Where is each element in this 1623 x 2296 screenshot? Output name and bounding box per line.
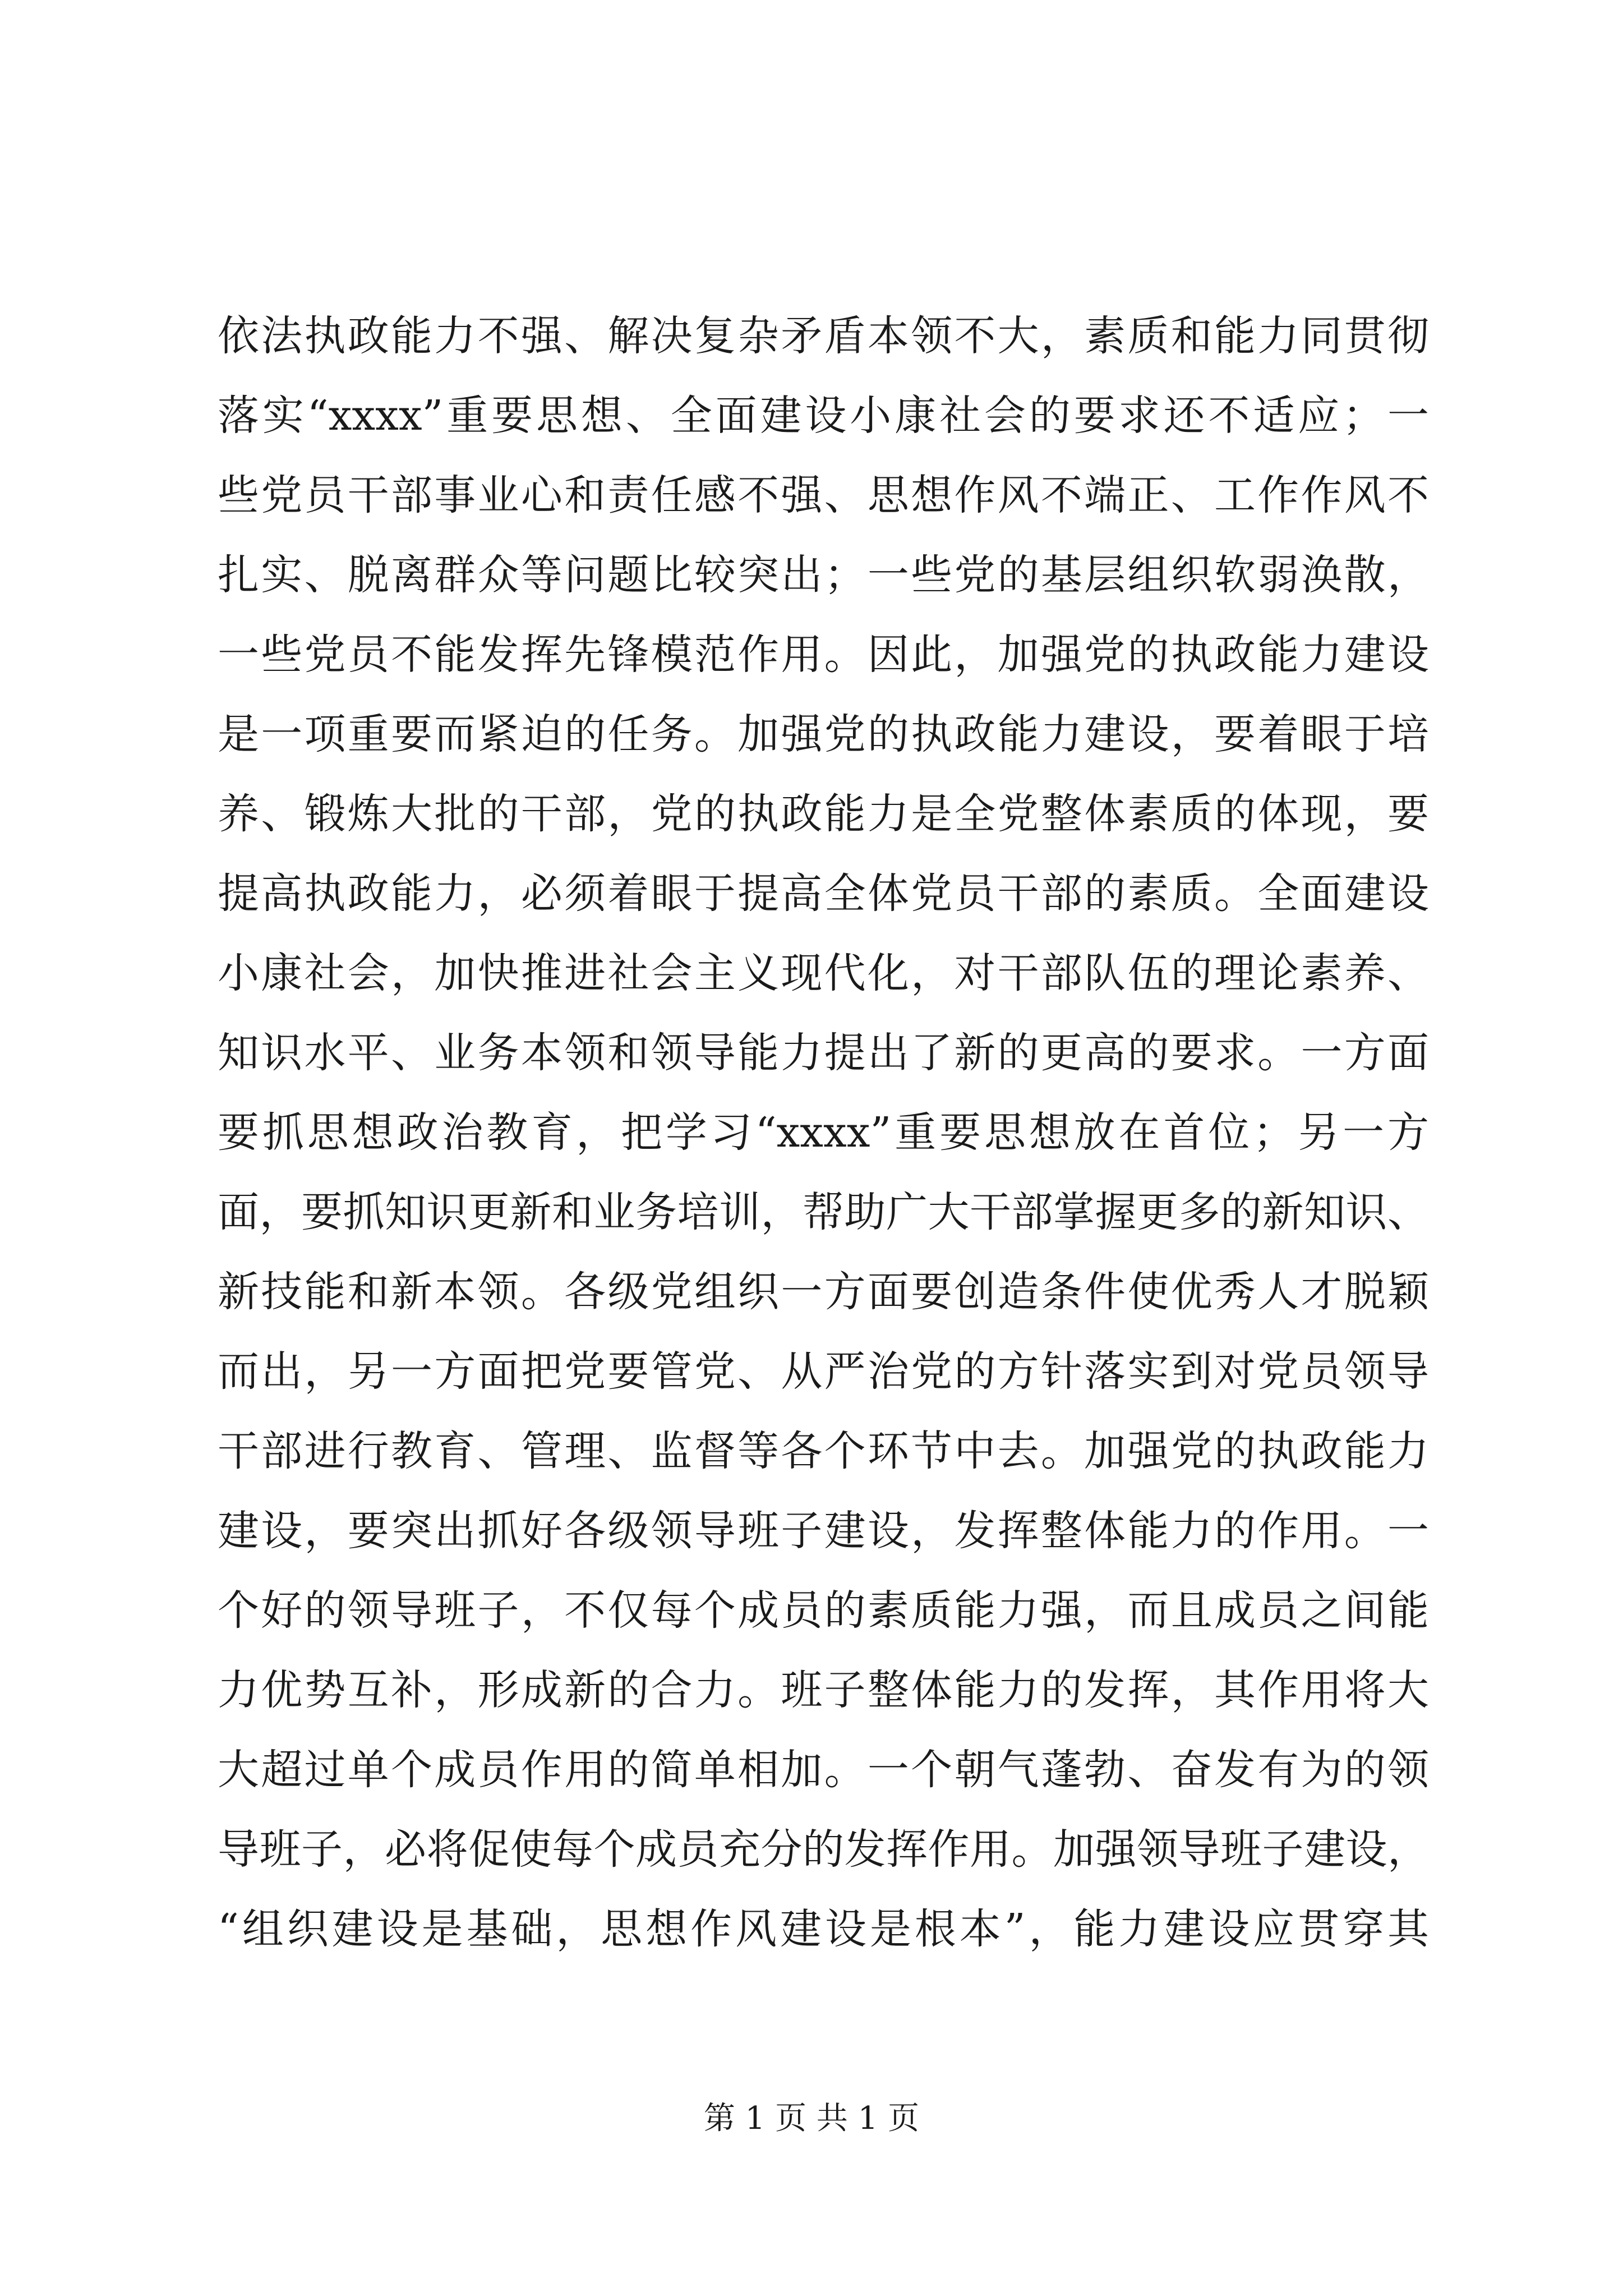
text-line: 知识水平、业务本领和领导能力提出了新的更高的要求。一方面 bbox=[218, 1029, 1429, 1077]
text-line: 大超过单个成员作用的简单相加。一个朝气蓬勃、奋发有为的领 bbox=[218, 1746, 1429, 1794]
text-line: 建设，要突出抓好各级领导班子建设，发挥整体能力的作用。一 bbox=[218, 1507, 1429, 1555]
text-line: 新技能和新本领。各级党组织一方面要创造条件使优秀人才脱颖 bbox=[218, 1268, 1429, 1316]
text-line: 面，要抓知识更新和业务培训，帮助广大干部掌握更多的新知识、 bbox=[218, 1188, 1429, 1236]
body-paragraph bbox=[218, 296, 1429, 1969]
text-line: 落实“xxxx”重要思想、全面建设小康社会的要求还不适应；一 bbox=[218, 392, 1429, 440]
text-line: 养、锻炼大批的干部，党的执政能力是全党整体素质的体现，要 bbox=[218, 790, 1429, 838]
text-line: 小康社会，加快推进社会主义现代化，对干部队伍的理论素养、 bbox=[218, 949, 1429, 997]
text-line: 一些党员不能发挥先锋模范作用。因此，加强党的执政能力建设 bbox=[218, 631, 1429, 679]
text-line: 个好的领导班子，不仅每个成员的素质能力强，而且成员之间能 bbox=[218, 1586, 1429, 1635]
text-line: “组织建设是基础，思想作风建设是根本”，能力建设应贯穿其 bbox=[218, 1905, 1429, 1953]
text-line: 导班子，必将促使每个成员充分的发挥作用。加强领导班子建设， bbox=[218, 1825, 1429, 1874]
page-number-footer: 第 1 页 共 1 页 bbox=[703, 2100, 920, 2137]
text-line: 依法执政能力不强、解决复杂矛盾本领不大，素质和能力同贯彻 bbox=[218, 312, 1429, 360]
text-line: 要抓思想政治教育，把学习“xxxx”重要思想放在首位；另一方 bbox=[218, 1108, 1429, 1157]
text-line: 扎实、脱离群众等问题比较突出；一些党的基层组织软弱涣散， bbox=[218, 551, 1429, 599]
text-line: 是一项重要而紧迫的任务。加强党的执政能力建设，要着眼于培 bbox=[218, 710, 1429, 758]
text-line: 些党员干部事业心和责任感不强、思想作风不端正、工作作风不 bbox=[218, 471, 1429, 519]
text-line: 而出，另一方面把党要管党、从严治党的方针落实到对党员领导 bbox=[218, 1347, 1429, 1396]
text-line: 力优势互补，形成新的合力。班子整体能力的发挥，其作用将大 bbox=[218, 1666, 1429, 1714]
text-line: 干部进行教育、管理、监督等各个环节中去。加强党的执政能力 bbox=[218, 1427, 1429, 1475]
text-line: 提高执政能力，必须着眼于提高全体党员干部的素质。全面建设 bbox=[218, 869, 1429, 918]
